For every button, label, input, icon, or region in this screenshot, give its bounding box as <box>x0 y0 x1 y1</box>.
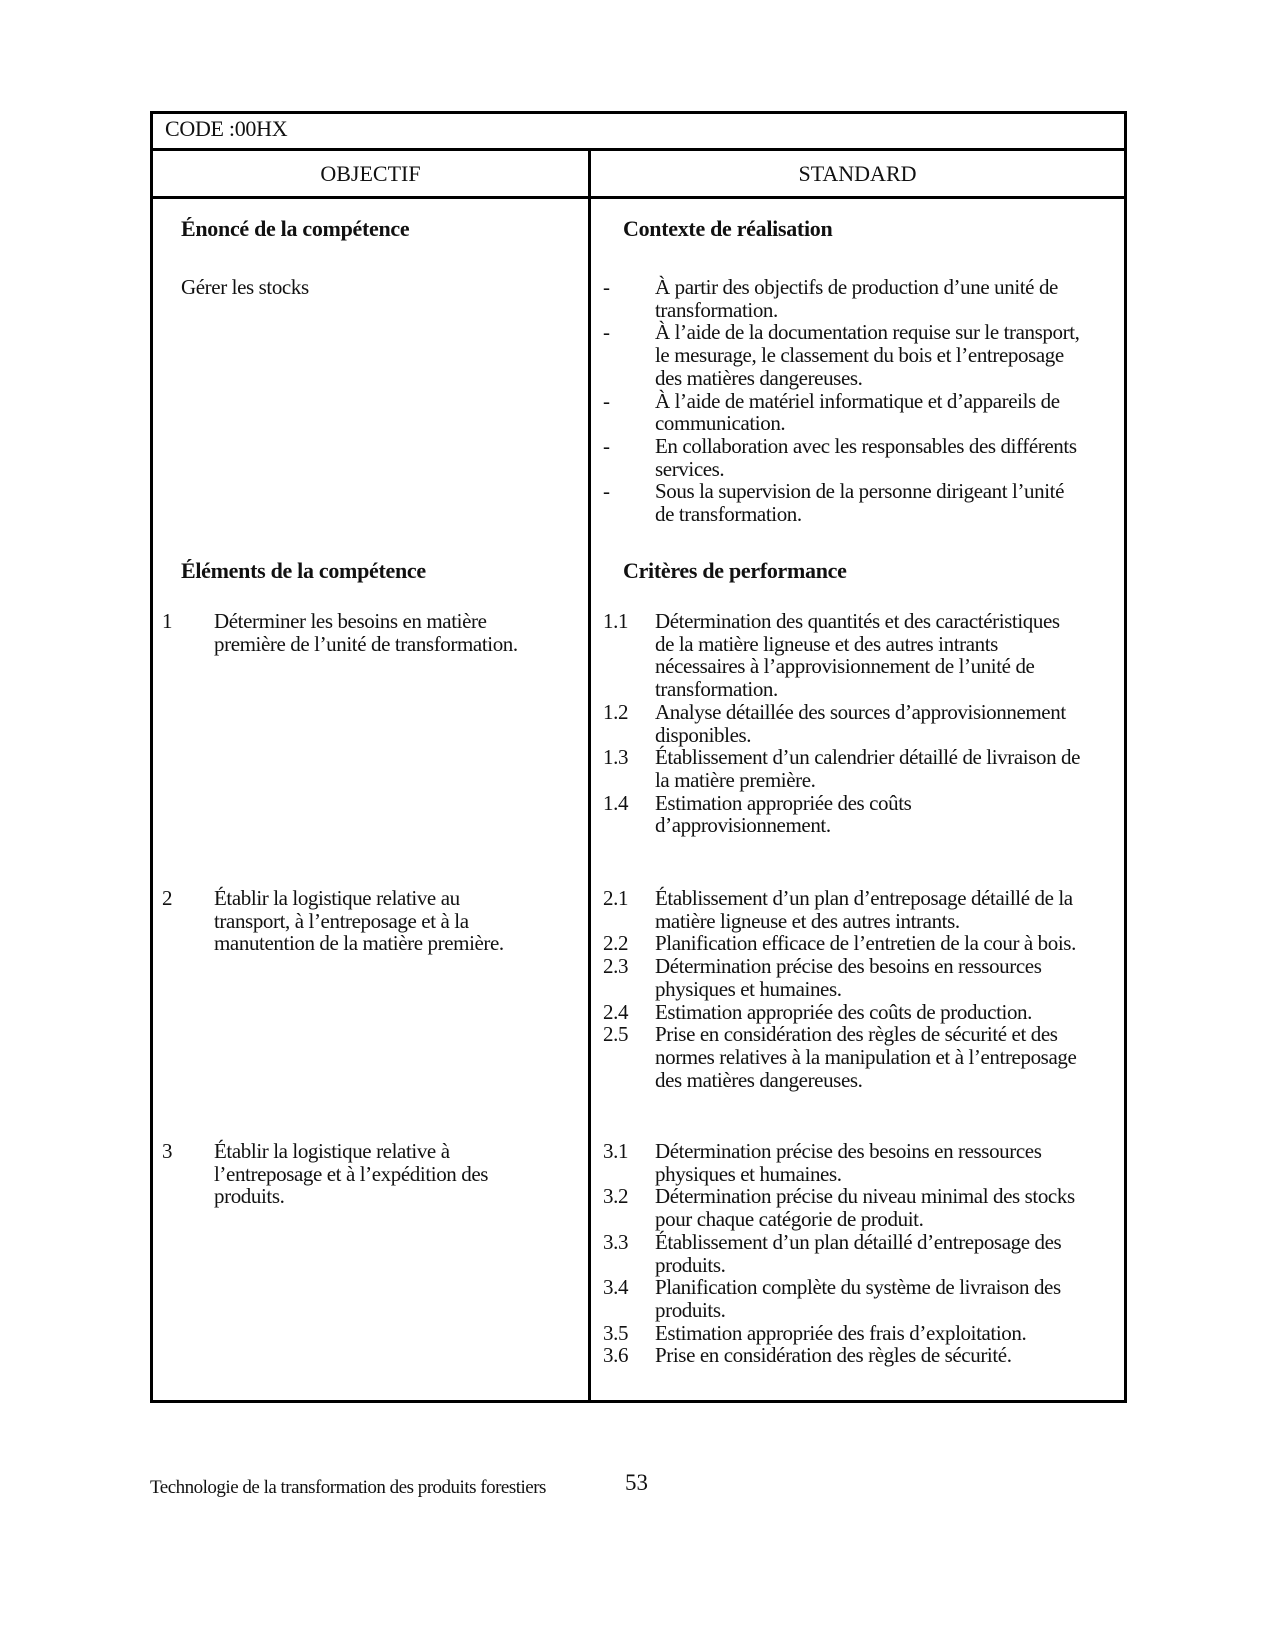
element-number: 1 <box>162 609 173 633</box>
critere-item: 3.1 Détermination précise des besoins en ressources physiques et humaines. <box>603 1139 1042 1186</box>
header-standard: STANDARD <box>798 161 917 186</box>
code-row: CODE :00HX <box>153 114 1124 151</box>
header-objectif: OBJECTIF <box>320 161 421 186</box>
enonce-title: Énoncé de la compétence <box>181 216 410 241</box>
element-text: Établir la logistique relative à l’entreposage et à l’expédition des produits. <box>214 1139 489 1209</box>
critere-item: 3.3 Établissement d’un plan détaillé d’entreposage des produits. <box>603 1229 1062 1277</box>
footer-title: Technologie de la transformation des produits forestiers <box>150 1477 546 1498</box>
critere-item: 3.4 Planification complète du système de livraison des produits. <box>603 1275 1061 1322</box>
element-text: Déterminer les besoins en matière première de l’unité de transformation. <box>214 609 518 656</box>
header-row <box>153 151 1124 199</box>
critere-item: 1.2 Analyse détaillée des sources d’approvisionnement disponibles. <box>603 699 1066 747</box>
critere-item: 1.1 Détermination des quantités et des caractéristiques de la matière ligneuse et des autres intrants nécessaires à l’approvisionnement de l’unité de transformation. <box>603 609 1060 702</box>
page-number: 53 <box>625 1470 648 1495</box>
contexte-item: - À partir des objectifs de production d’une unité de transformation. <box>603 275 1058 322</box>
critere-item: 1.4 Estimation appropriée des coûts d’approvisionnement. <box>603 790 912 838</box>
criteres-group-1 <box>603 610 1081 837</box>
competency-table <box>150 111 1127 1403</box>
critere-item: 3.5 Estimation appropriée des frais d’exploitation. <box>603 1320 1027 1345</box>
contexte-item: - En collaboration avec les responsables des différents services. <box>603 433 1077 481</box>
critere-item: 3.6 Prise en considération des règles de sécurité. <box>603 1343 1012 1368</box>
element-3 <box>162 1140 542 1208</box>
contexte-list <box>603 276 1083 526</box>
bullet: - <box>603 388 610 413</box>
critere-item: 2.3 Détermination précise des besoins en ressources physiques et humaines. <box>603 954 1042 1001</box>
bullet: - <box>603 275 610 299</box>
contexte-item: - À l’aide de la documentation requise sur le transport, le mesurage, le classement du bois et l’entreposage des matières dangereuses. <box>603 320 1080 390</box>
element-1 <box>162 610 562 655</box>
critere-item: 2.1 Établissement d’un plan d’entreposage détaillé de la matière ligneuse et des autres intrants. <box>603 886 1073 933</box>
contexte-title: Contexte de réalisation <box>623 216 833 241</box>
column-divider <box>588 151 591 1400</box>
element-text: Établir la logistique relative au transport, à l’entreposage et à la manutention de la matière première. <box>214 886 504 956</box>
elements-title: Éléments de la compétence <box>181 558 426 583</box>
element-number: 3 <box>162 1139 173 1163</box>
critere-item: 2.5 Prise en considération des règles de sécurité et des normes relatives à la manipulation et à l’entreposage des matières dangereuses. <box>603 1022 1077 1092</box>
bullet: - <box>603 320 610 345</box>
criteres-group-2 <box>603 887 1081 1091</box>
critere-item: 2.2 Planification efficace de l’entretien de la cour à bois. <box>603 931 1076 956</box>
critere-item: 1.3 Établissement d’un calendrier détaillé de livraison de la matière première. <box>603 745 1081 792</box>
contexte-item: - Sous la supervision de la personne dirigeant l’unité de transformation. <box>603 479 1065 527</box>
element-2 <box>162 887 532 955</box>
critere-item: 2.4 Estimation appropriée des coûts de production. <box>603 999 1033 1024</box>
bullet: - <box>603 479 610 504</box>
critere-item: 3.2 Détermination précise du niveau minimal des stocks pour chaque catégorie de produit. <box>603 1184 1075 1232</box>
criteres-title: Critères de performance <box>623 558 847 583</box>
enonce-text: Gérer les stocks <box>181 275 309 299</box>
element-number: 2 <box>162 886 173 910</box>
bullet: - <box>603 433 610 458</box>
contexte-item: - À l’aide de matériel informatique et d’appareils de communication. <box>603 388 1060 436</box>
criteres-group-3 <box>603 1140 1081 1367</box>
